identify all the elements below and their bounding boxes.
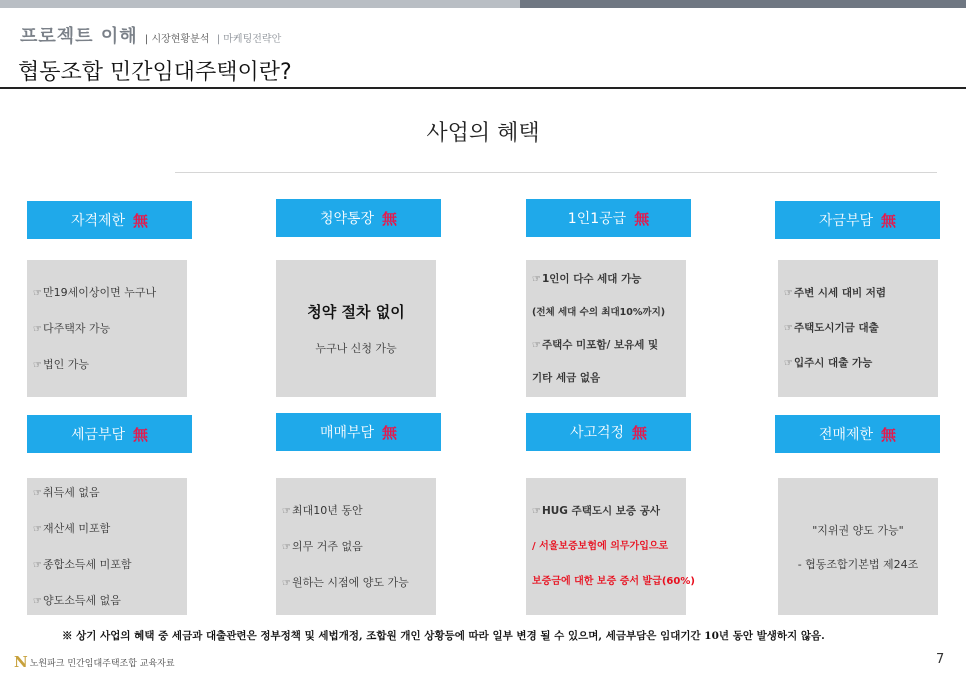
pointing-hand-icon: ☞: [784, 358, 793, 369]
pointing-hand-icon: ☞: [282, 505, 291, 517]
card-quote: "지위권 양도 가능": [812, 523, 904, 537]
list-item: ☞취득세 없음: [33, 485, 100, 499]
company-logo: N: [14, 653, 28, 671]
pointing-hand-icon: ☞: [532, 273, 541, 285]
none-mark: 無: [881, 425, 897, 444]
badge-tax-burden: [27, 415, 192, 453]
breadcrumb-marketing-strategy: 마케팅전략안: [223, 34, 282, 45]
badge-trade-burden: [276, 413, 441, 451]
breadcrumb-market-analysis: 시장현황분석: [151, 34, 210, 45]
card-qualification: [27, 260, 187, 397]
badge-subscription: [276, 199, 441, 237]
pointing-hand-icon: ☞: [784, 323, 793, 334]
pointing-hand-icon: ☞: [33, 287, 42, 299]
pointing-hand-icon: ☞: [33, 523, 42, 535]
pointing-hand-icon: ☞: [282, 541, 291, 553]
none-mark: 無: [382, 423, 398, 442]
badge-resale-restriction: [775, 415, 940, 453]
title-divider: [0, 87, 966, 89]
list-item: ☞입주시 대출 가능: [784, 357, 873, 369]
card-resale-restriction: [778, 478, 938, 615]
badge-funding-burden: [775, 201, 940, 239]
list-item: ☞다주택자 가능: [33, 321, 111, 335]
page-number: 7: [936, 652, 945, 667]
section-header: 프로젝트 이해 | 시장현황분석 | 마케팅전략안: [20, 26, 282, 47]
none-mark: 無: [382, 209, 398, 228]
list-item: ☞재산세 미포함: [33, 521, 111, 535]
badge-one-person-supply: [526, 199, 691, 237]
none-mark: 無: [632, 423, 648, 442]
card-funding-burden: [778, 260, 938, 397]
badge-label: 매매부담: [319, 425, 375, 441]
badge-label: 세금부담: [70, 427, 126, 443]
card-tax-burden: [27, 478, 187, 615]
badge-label: 자금부담: [818, 213, 874, 229]
list-item: ☞의무 거주 없음: [282, 539, 363, 553]
pointing-hand-icon: ☞: [33, 359, 42, 371]
list-item: 기타 세금 없음: [532, 371, 601, 384]
page-title: 협동조합 민간임대주택이란?: [18, 60, 292, 85]
list-item: ☞주택도시기금 대출: [784, 322, 879, 334]
list-item: 보증금에 대한 보증 증서 발급(60%): [532, 576, 695, 587]
pointing-hand-icon: ☞: [33, 487, 42, 499]
badge-label: 자격제한: [70, 213, 126, 229]
footer: [14, 653, 175, 671]
badge-label: 사고걱정: [569, 425, 625, 441]
list-item: / 서울보증보험에 의무가입으로: [532, 541, 669, 552]
list-item: ☞만19세이상이면 누구나: [33, 285, 157, 299]
pointing-hand-icon: ☞: [282, 577, 291, 589]
none-mark: 無: [133, 211, 149, 230]
badge-label: 청약통장: [319, 211, 375, 227]
badge-qualification: [27, 201, 192, 239]
card-emphasis: 청약 절차 없이: [307, 303, 405, 321]
list-item: ☞법인 가능: [33, 357, 89, 371]
card-one-person-supply: [526, 260, 686, 397]
pointing-hand-icon: ☞: [532, 339, 541, 351]
list-item: ☞원하는 시점에 양도 가능: [282, 575, 409, 589]
list-item: ☞1인이 다수 세대 가능: [532, 272, 642, 285]
card-accident-worry: [526, 478, 695, 615]
card-subtext: 누구나 신청 가능: [315, 342, 397, 355]
none-mark: 無: [133, 425, 149, 444]
pointing-hand-icon: ☞: [33, 559, 42, 571]
section-title: 프로젝트 이해: [20, 26, 138, 47]
pointing-hand-icon: ☞: [33, 595, 42, 607]
list-item: ☞양도소득세 없음: [33, 593, 121, 607]
heading-divider: [175, 172, 937, 173]
card-trade-burden: [276, 478, 436, 615]
list-item: ☞종합소득세 미포함: [33, 557, 132, 571]
list-item: ☞주택수 미포함/ 보유세 및: [532, 338, 659, 351]
pointing-hand-icon: ☞: [784, 288, 793, 299]
badge-label: 전매제한: [818, 427, 874, 443]
disclaimer-note: ※ 상기 사업의 혜택 중 세금과 대출관련은 정부정책 및 세법개정, 조합원 개인 상황등에 따라 일부 변경 될 수 있으며, 세금부담은 임대기간 10년 동안 발생하지 않음.: [62, 630, 825, 642]
list-item: (전체 세대 수의 최대10%까지): [532, 306, 666, 318]
benefits-heading: 사업의 혜택: [426, 121, 540, 146]
list-item: ☞HUG 주택도시 보증 공사: [532, 505, 661, 517]
list-item: ☞주변 시세 대비 저렴: [784, 287, 887, 299]
card-law-reference: - 협동조합기본법 제24조: [797, 557, 919, 571]
pointing-hand-icon: ☞: [33, 323, 42, 335]
card-subscription: [276, 260, 436, 397]
top-accent-bar: [0, 0, 966, 8]
none-mark: 無: [634, 209, 650, 228]
footer-text: 노원파크 민간임대주택조합 교육자료: [29, 658, 175, 669]
badge-label: 1인1공급: [567, 211, 627, 227]
none-mark: 無: [881, 211, 897, 230]
pointing-hand-icon: ☞: [532, 506, 541, 517]
badge-accident-worry: [526, 413, 691, 451]
list-item: ☞최대10년 동안: [282, 503, 363, 517]
